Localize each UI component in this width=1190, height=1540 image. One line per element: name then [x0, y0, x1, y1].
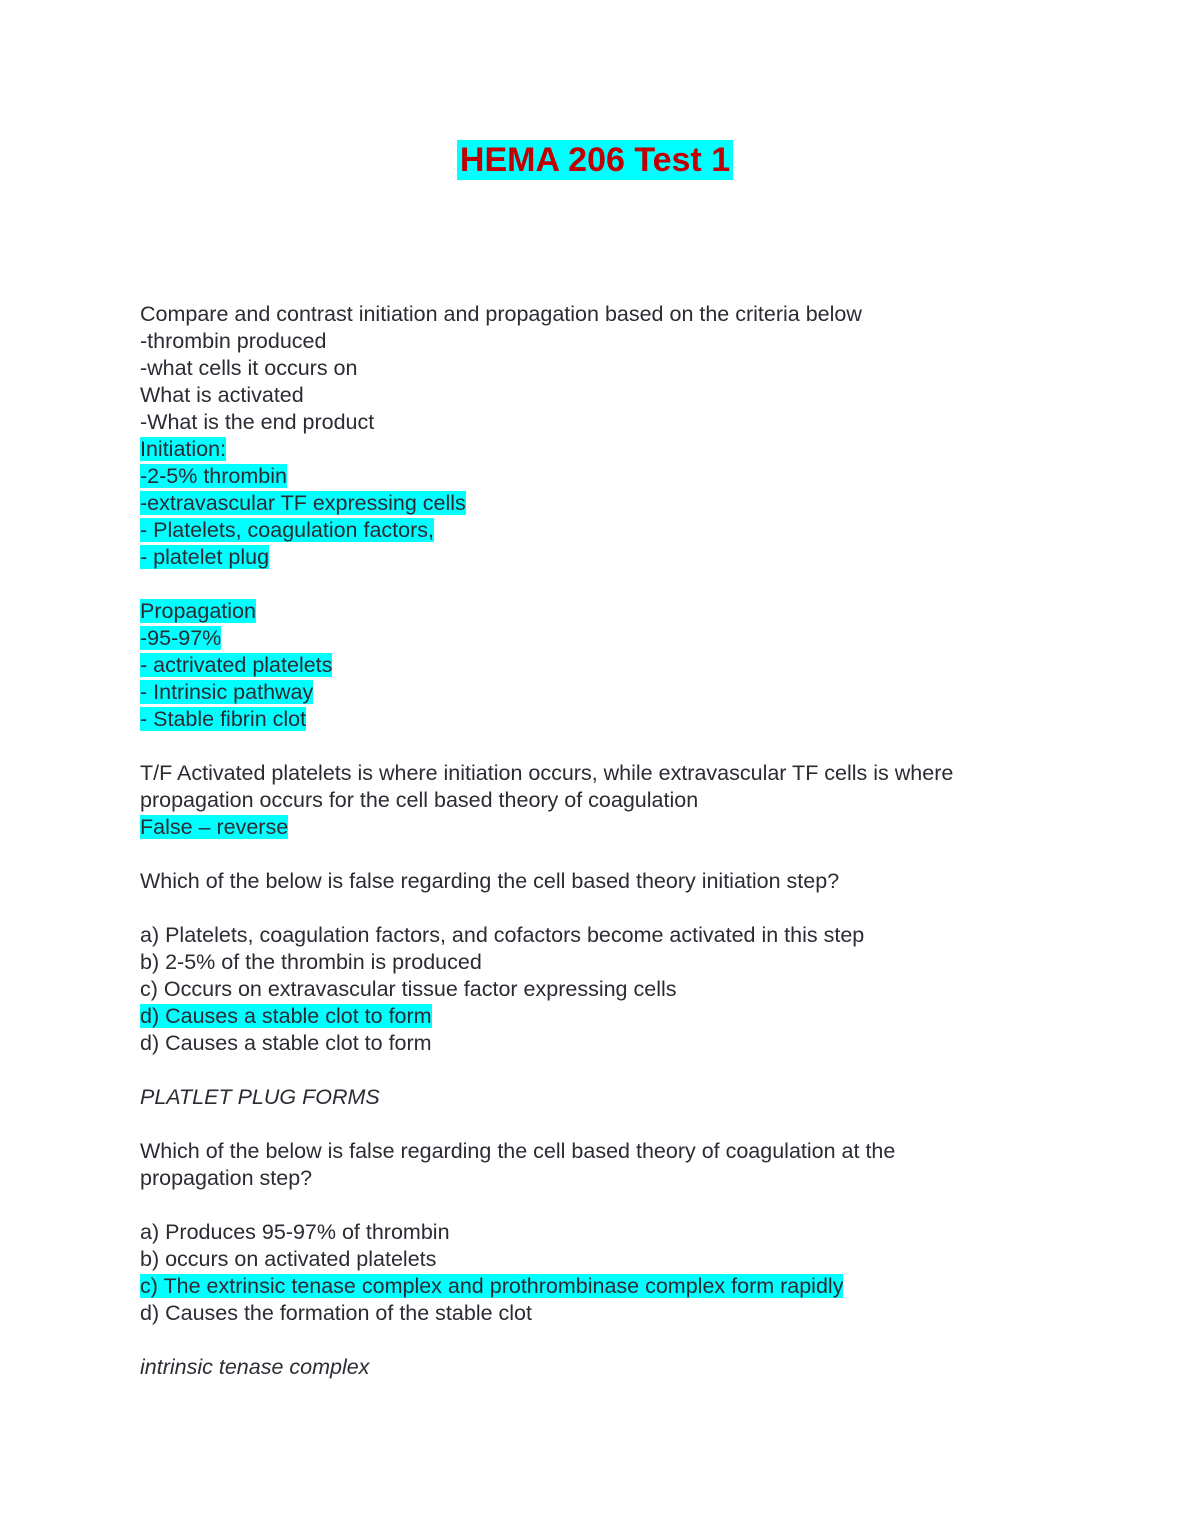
title-wrapper [0, 140, 1190, 180]
q1-criterion: -What is the end product [140, 410, 375, 434]
q3-option-d-highlighted: d) Causes a stable clot to form [140, 1004, 432, 1028]
initiation-heading: Initiation: [140, 437, 227, 461]
q2-prompt-line1: T/F Activated platelets is where initiation occurs, while extravascular TF cells is where [140, 761, 954, 785]
q3-option-b: b) 2-5% of the thrombin is produced [140, 950, 482, 974]
q4-option-d: d) Causes the formation of the stable clot [140, 1301, 532, 1325]
propagation-heading: Propagation [140, 599, 256, 623]
q1-criterion: -what cells it occurs on [140, 356, 358, 380]
q3-option-d: d) Causes a stable clot to form [140, 1031, 432, 1055]
propagation-item: - Stable fibrin clot [140, 707, 307, 731]
q4-note: intrinsic tenase complex [140, 1355, 370, 1379]
initiation-item: -extravascular TF expressing cells [140, 491, 466, 515]
q1-criterion: -thrombin produced [140, 329, 327, 353]
q3-option-c: c) Occurs on extravascular tissue factor expressing cells [140, 977, 677, 1001]
initiation-item: -2-5% thrombin [140, 464, 287, 488]
initiation-item: - Platelets, coagulation factors, [140, 518, 434, 542]
q2-prompt-line2: propagation occurs for the cell based theory of coagulation [140, 788, 699, 812]
q1-criterion: What is activated [140, 383, 304, 407]
propagation-item: - actrivated platelets [140, 653, 333, 677]
q1-propagation-answer [140, 598, 1040, 733]
q4-prompt-line1: Which of the below is false regarding the cell based theory of coagulation at the [140, 1139, 896, 1163]
q4-option-a: a) Produces 95-97% of thrombin [140, 1220, 450, 1244]
q1-prompt: Compare and contrast initiation and propagation based on the criteria below [140, 302, 862, 326]
q3-note: PLATLET PLUG FORMS [140, 1085, 380, 1109]
q1-initiation-answer [140, 436, 1040, 571]
q3-prompt: Which of the below is false regarding the cell based theory initiation step? [140, 869, 840, 893]
initiation-item: - platelet plug [140, 545, 270, 569]
document-body [140, 301, 1040, 1381]
q2-answer: False – reverse [140, 815, 289, 839]
propagation-item: - Intrinsic pathway [140, 680, 314, 704]
page-title: HEMA 206 Test 1 [457, 140, 733, 180]
q4-option-c-highlighted: c) The extrinsic tenase complex and prothrombinase complex form rapidly [140, 1274, 844, 1298]
q4-option-b: b) occurs on activated platelets [140, 1247, 437, 1271]
q3-option-a: a) Platelets, coagulation factors, and cofactors become activated in this step [140, 923, 865, 947]
q4-prompt-line2: propagation step? [140, 1166, 313, 1190]
propagation-item: -95-97% [140, 626, 222, 650]
